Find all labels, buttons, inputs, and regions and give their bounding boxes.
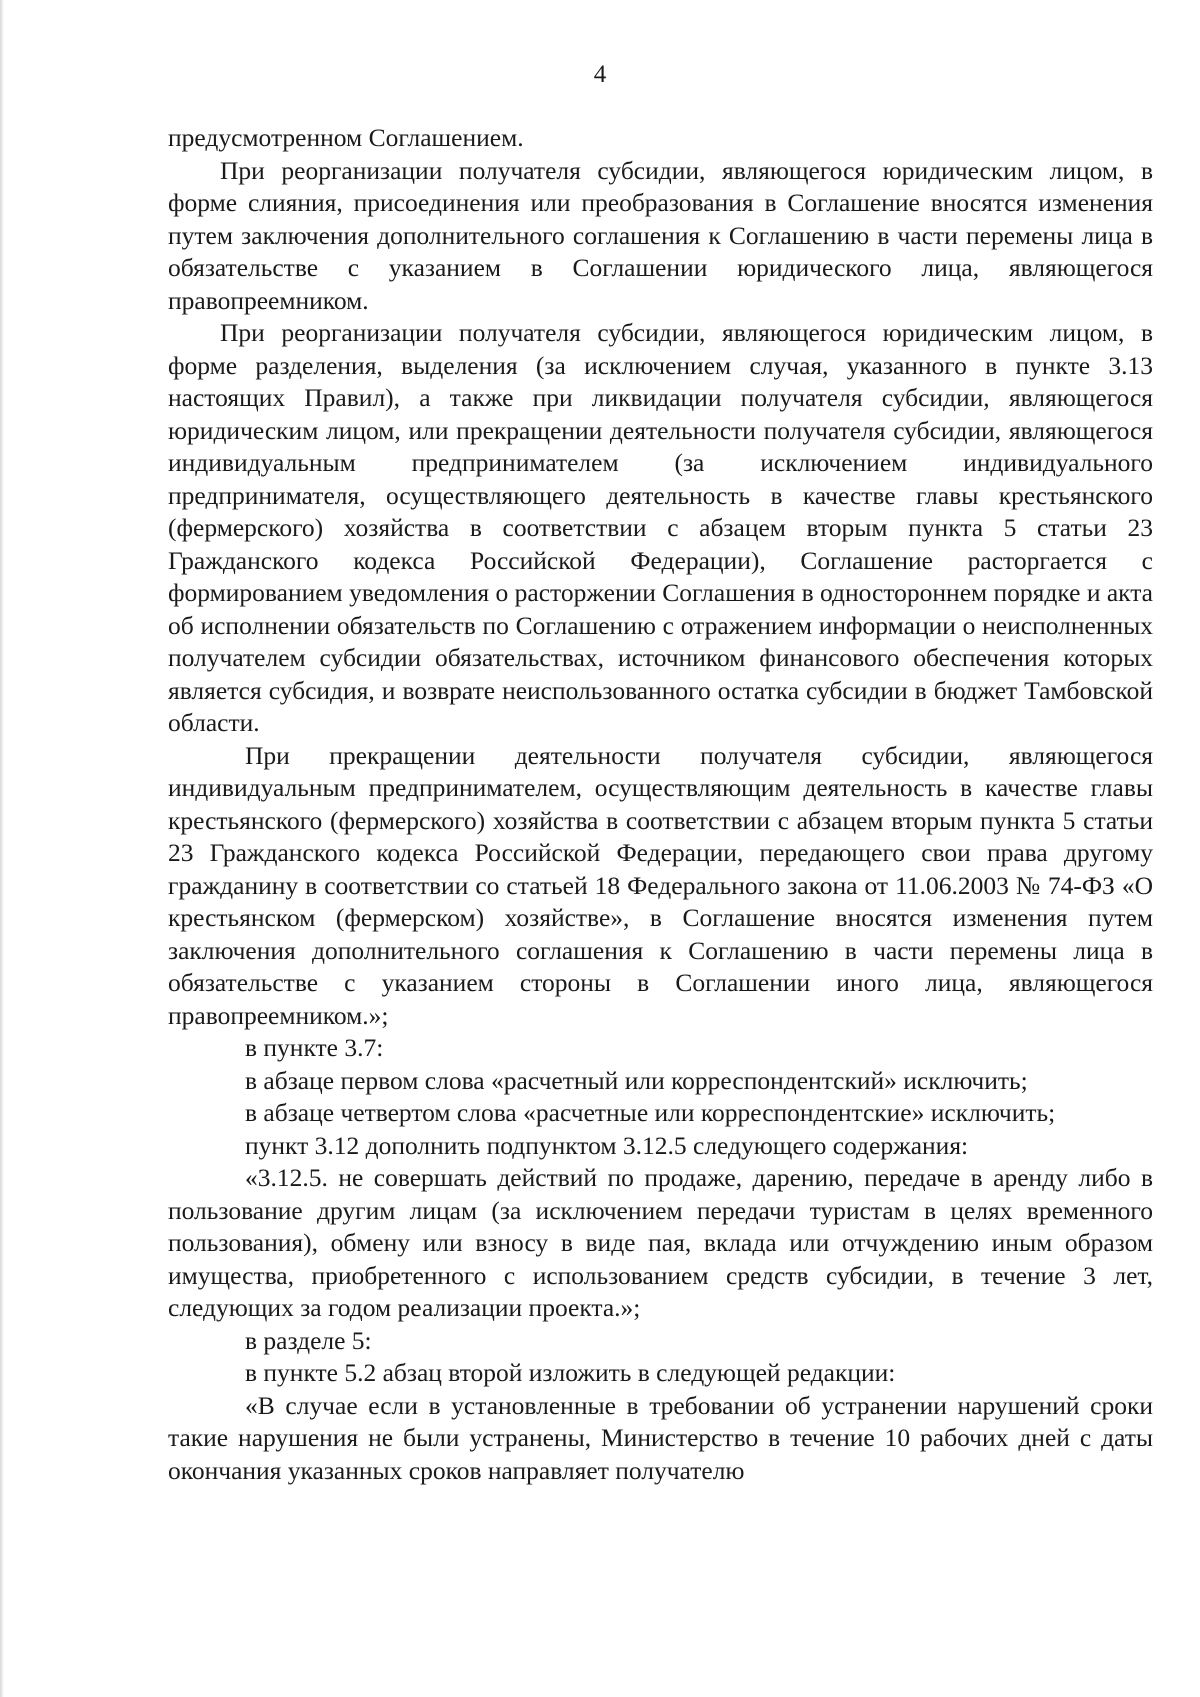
paragraph: в абзаце первом слова «расчетный или корреспондентский» исключить;: [245, 1065, 1028, 1095]
paragraph: При реорганизации получателя субсидии, являющегося юридическим лицом, в форме слияния, присоединения или преобразования в Соглашение вносятся изменения путем заключения дополнительного соглашения к Соглашению в части перемены лица в обязательстве с указанием в Соглашении юридического лица, являющегося правопреемником.: [168, 155, 1153, 315]
paragraph: При реорганизации получателя субсидии, являющегося юридическим лицом, в форме разделения, выделения (за исключением случая, указанного в пункте 3.13 настоящих Правил), а также при ликвидации получателя субсидии, являющегося юридическим лицом, или прекращении деятельности получателя субсидии, являющегося индивидуальным предпринимателем (за исключением индивидуального предпринимателя, осуществляющего деятельность в качестве главы крестьянского (фермерского) хозяйства в соответствии с абзацем вторым пункта 5 статьи 23 Гражданского кодекса Российской Федерации), Соглашение расторгается с формированием уведомления о расторжении Соглашения в одностороннем порядке и акта об исполнении обязательств по Соглашению с отражением информации о неисполненных получателем субсидии обязательствах, источником финансового обеспечения которых является субсидия, и возврате неиспользованного остатка субсидии в бюджет Тамбовской области.: [168, 318, 1153, 737]
paragraph: пункт 3.12 дополнить подпунктом 3.12.5 следующего содержания:: [245, 1130, 969, 1160]
paragraph: в пункте 5.2 абзац второй изложить в следующей редакции:: [245, 1358, 896, 1387]
paragraph: в разделе 5:: [245, 1325, 372, 1355]
paragraph: предусмотренном Соглашением.: [168, 123, 524, 152]
page-number: 4: [593, 61, 607, 88]
paragraph: в пункте 3.7:: [245, 1033, 384, 1062]
scan-edge: [0, 0, 4, 1697]
document-body: [168, 122, 1153, 1487]
paragraph: «3.12.5. не совершать действий по продаже, дарению, передаче в аренду либо в пользование другим лицам (за исключением передачи туристам в целях временного пользования), обмену или взносу в виде пая, вклада или отчуждению иным образом имущества, приобретенного с использованием средств субсидии, в течение 3 лет, следующих за годом реализации проекта.»;: [168, 1163, 1153, 1322]
paragraph: в абзаце четвертом слова «расчетные или корреспондентские» исключить;: [245, 1098, 1056, 1127]
paragraph: «В случае если в установленные в требовании об устранении нарушений сроки такие нарушения не были устранены, Министерство в течение 10 рабочих дней с даты окончания указанных сроков направляет получателю: [168, 1390, 1153, 1485]
paragraph: При прекращении деятельности получателя субсидии, являющегося индивидуальным предпринимателем, осуществляющим деятельность в качестве главы крестьянского (фермерского) хозяйства в соответствии с абзацем вторым пункта 5 статьи 23 Гражданского кодекса Российской Федерации, передающего свои права другому гражданину в соответствии со статьей 18 Федерального закона от 11.06.2003 № 74-ФЗ «О крестьянском (фермерском) хозяйстве», в Соглашение вносятся изменения путем заключения дополнительного соглашения к Соглашению в части перемены лица в обязательстве с указанием стороны в Соглашении иного лица, являющегося правопреемником.»;: [168, 740, 1153, 1030]
